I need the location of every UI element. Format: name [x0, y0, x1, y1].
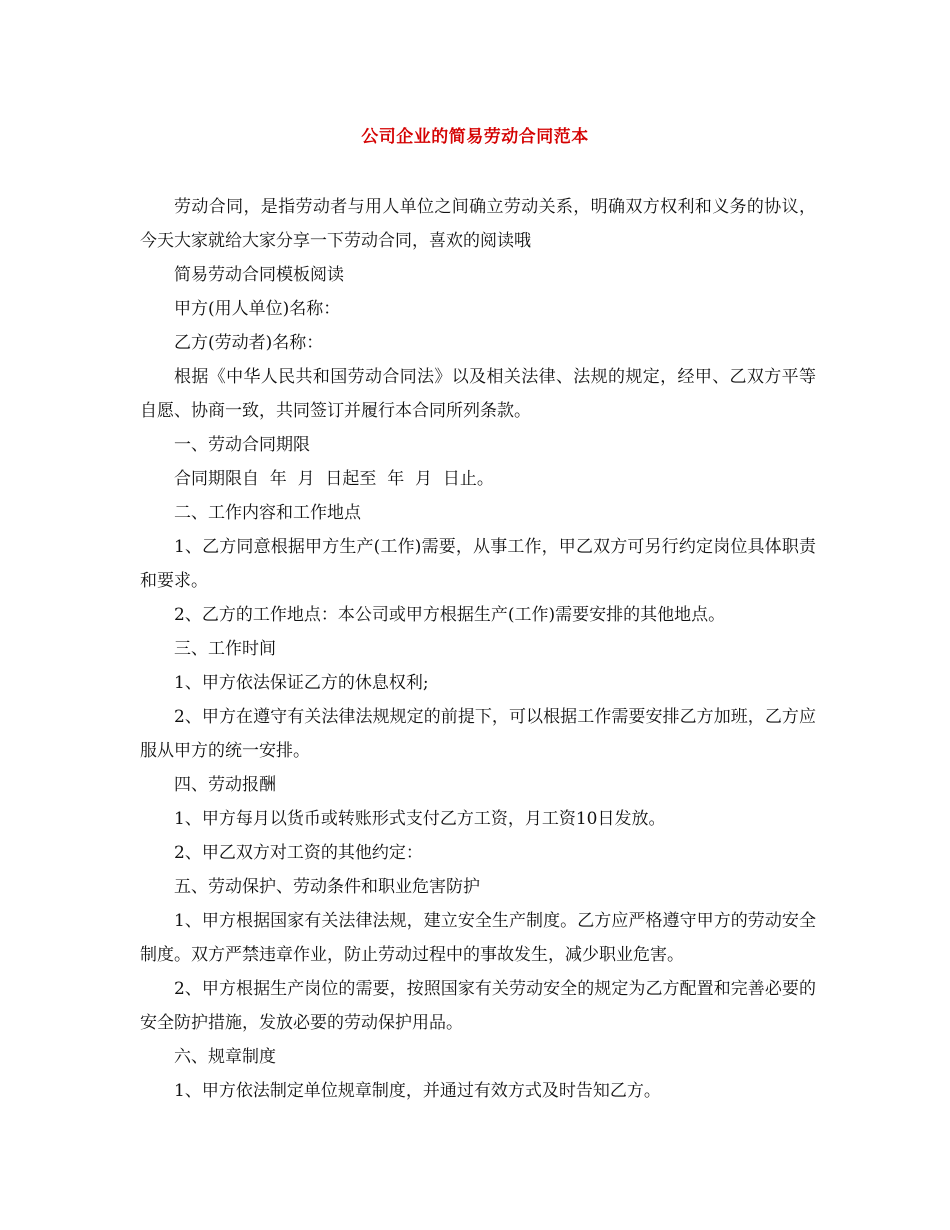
paragraph-intro: 劳动合同，是指劳动者与用人单位之间确立劳动关系，明确双方权利和义务的协议，今天大家就给大家分享一下劳动合同，喜欢的阅读哦 [140, 197, 816, 251]
section-heading-rules: 六、规章制度 [174, 1047, 276, 1067]
document-body [140, 190, 816, 1108]
document-title: 公司企业的简易劳动合同范本 [361, 127, 589, 147]
paragraph-working-hours-2: 2、甲方在遵守有关法律法规规定的前提下，可以根据工作需要安排乙方加班，乙方应服从甲方的统一安排。 [140, 707, 816, 761]
paragraph-party-a-name: 甲方(用人单位)名称： [174, 299, 341, 319]
paragraph-remuneration-2: 2、甲乙双方对工资的其他约定： [174, 843, 423, 863]
paragraph-labor-protection-1: 1、甲方根据国家有关法律法规，建立安全生产制度。乙方应严格遵守甲方的劳动安全制度。双方严禁违章作业，防止劳动过程中的事故发生，减少职业危害。 [140, 911, 816, 965]
paragraph-work-content-2: 2、乙方的工作地点：本公司或甲方根据生产(工作)需要安排的其他地点。 [174, 605, 726, 625]
paragraph-labor-protection-2: 2、甲方根据生产岗位的需要，按照国家有关劳动安全的规定为乙方配置和完善必要的安全防护措施，发放必要的劳动保护用品。 [140, 979, 816, 1033]
paragraph-party-b-name: 乙方(劳动者)名称： [174, 333, 324, 353]
section-heading-working-hours: 三、工作时间 [174, 639, 276, 659]
paragraph-remuneration-1: 1、甲方每月以货币或转账形式支付乙方工资，月工资10日发放。 [174, 809, 666, 829]
paragraph-work-content-1: 1、乙方同意根据甲方生产(工作)需要，从事工作，甲乙双方可另行约定岗位具体职责和要求。 [140, 537, 816, 591]
paragraph-working-hours-1: 1、甲方依法保证乙方的休息权利; [174, 673, 429, 693]
paragraph-template-heading: 简易劳动合同模板阅读 [174, 265, 344, 285]
section-heading-labor-protection: 五、劳动保护、劳动条件和职业危害防护 [174, 877, 480, 897]
paragraph-legal-basis: 根据《中华人民共和国劳动合同法》以及相关法律、法规的规定，经甲、乙双方平等自愿、协商一致，共同签订并履行本合同所列条款。 [140, 367, 816, 421]
section-heading-contract-term: 一、劳动合同期限 [174, 435, 310, 455]
section-heading-remuneration: 四、劳动报酬 [174, 775, 276, 795]
section-heading-work-content: 二、工作内容和工作地点 [174, 503, 361, 523]
paragraph-contract-term: 合同期限自 年 月 日起至 年 月 日止。 [174, 469, 494, 489]
paragraph-rules-1: 1、甲方依法制定单位规章制度，并通过有效方式及时告知乙方。 [174, 1081, 661, 1101]
